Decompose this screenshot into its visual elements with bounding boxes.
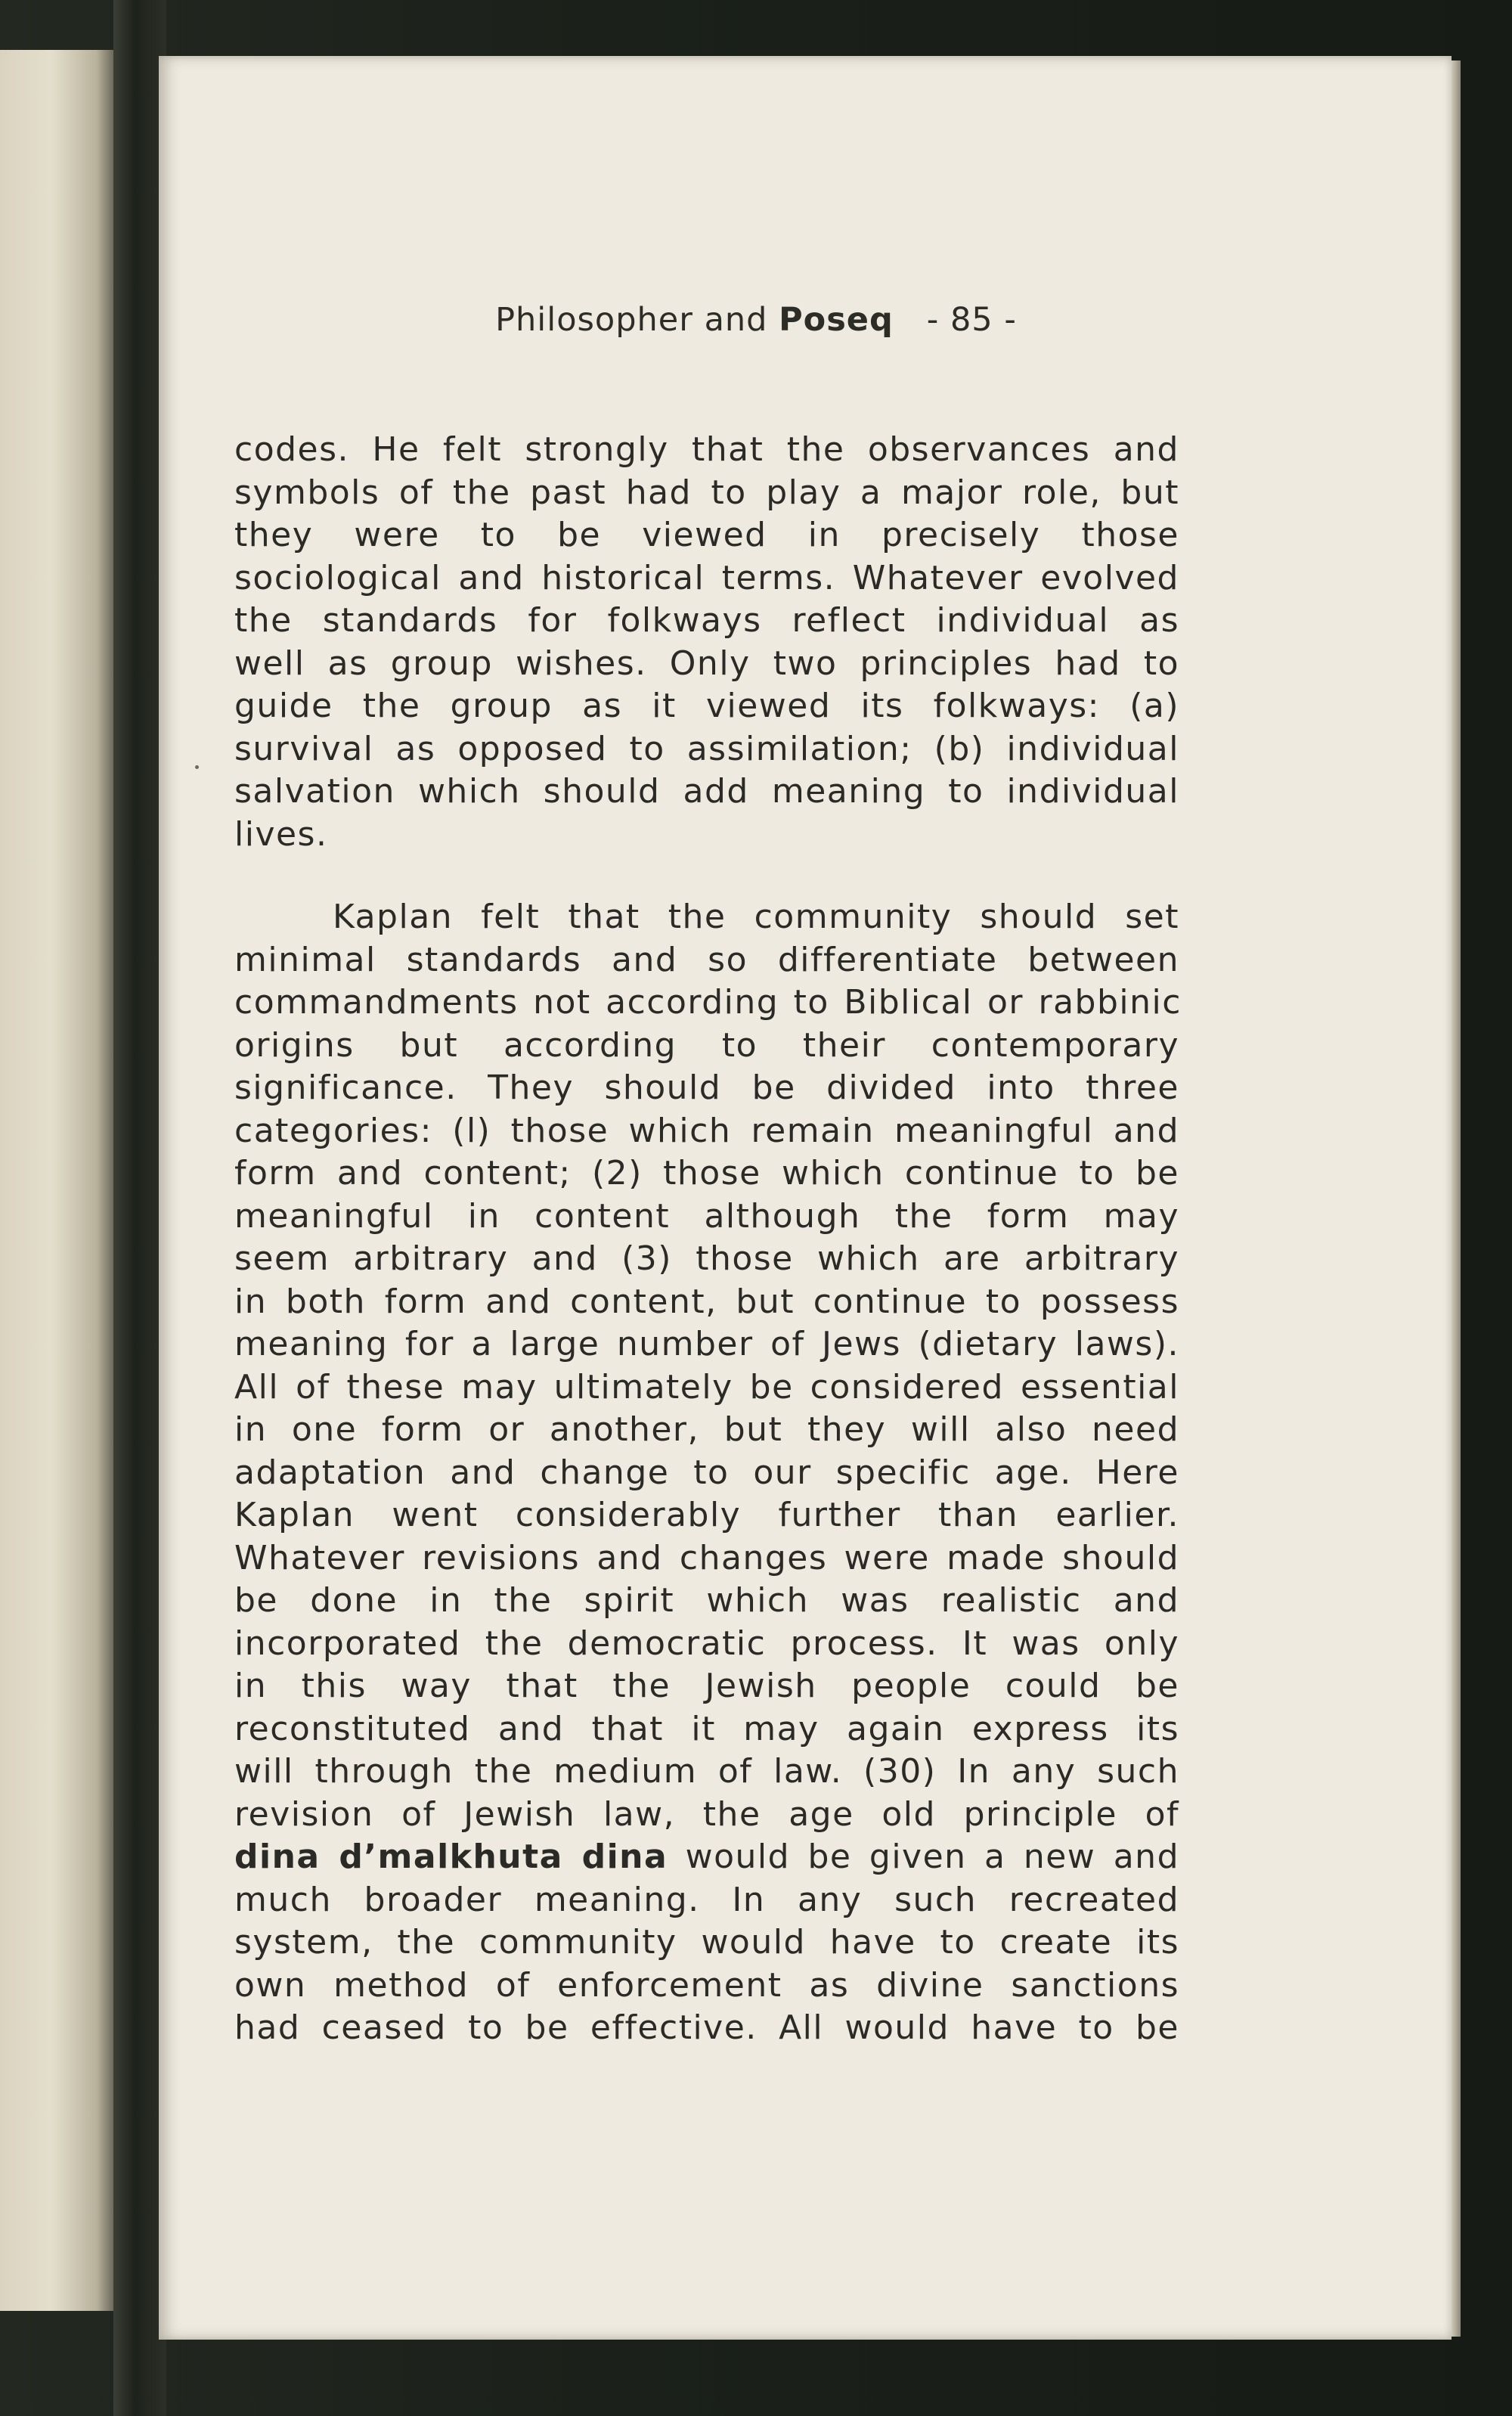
running-header <box>0 301 1512 339</box>
margin-mark <box>195 765 199 769</box>
text-line: in one form or another, but they will also need <box>234 1410 1179 1449</box>
text-line: in this way that the Jewish people could be <box>234 1667 1179 1705</box>
text-line: Whatever revisions and changes were made should <box>234 1538 1179 1577</box>
text-line: origins but according to their contemporary <box>234 1025 1179 1065</box>
text-line: incorporated the democratic process. It was only <box>234 1624 1179 1663</box>
term-dina-dmalkhuta-dina: dina d’malkhuta dina <box>234 1838 668 1876</box>
text-line: will through the medium of law. (30) In any such <box>234 1752 1179 1791</box>
text-line: well as group wishes. Only two principles had to <box>234 644 1179 683</box>
text-line: they were to be viewed in precisely those <box>234 516 1179 554</box>
text-line: the standards for folkways reflect individual as <box>234 601 1179 640</box>
text-line: categories: (l) those which remain meaningful and <box>234 1111 1179 1150</box>
paragraph-1 <box>234 429 1179 856</box>
text-line: lives. <box>234 814 328 854</box>
text-line: form and content; (2) those which continue to be <box>234 1154 1179 1192</box>
page-edge <box>1452 60 1461 2337</box>
text-line: own method of enforcement as divine sanctions <box>234 1965 1179 2005</box>
text-line: had ceased to be effective. All would have to be <box>234 2008 1179 2047</box>
text-line: survival as opposed to assimilation; (b) individual <box>234 729 1179 768</box>
text-line: revision of Jewish law, the age old principle of <box>234 1794 1179 1834</box>
left-page-edge <box>0 50 113 2311</box>
text-line: meaningful in content although the form may <box>234 1196 1179 1236</box>
text-line: salvation which should add meaning to individual <box>234 772 1179 811</box>
page-number: - 85 - <box>926 301 1017 339</box>
text-line: guide the group as it viewed its folkways: (a) <box>234 687 1179 725</box>
text-line: seem arbitrary and (3) those which are arbitrary <box>234 1239 1179 1278</box>
text-line: All of these may ultimately be considered essential <box>234 1367 1179 1406</box>
paragraph-2 <box>234 896 1182 2050</box>
text-line: Kaplan felt that the community should set <box>333 898 1179 936</box>
text-line: adaptation and change to our specific age. Here <box>234 1453 1179 1492</box>
text-line: in both form and content, but continue to possess <box>234 1282 1179 1321</box>
text-line: minimal standards and so differentiate between <box>234 940 1179 979</box>
text-line: be done in the spirit which was realistic and <box>234 1581 1179 1620</box>
text-line: meaning for a large number of Jews (dietary laws). <box>234 1325 1179 1363</box>
text-fragment: would be given a new and <box>668 1838 1179 1876</box>
text-line: sociological and historical terms. Whatever evolved <box>234 558 1179 597</box>
header-title-bold: Poseq <box>779 301 894 339</box>
text-line: Kaplan went considerably further than earlier. <box>234 1496 1179 1534</box>
text-line: commandments not according to Biblical or rabbinic <box>234 983 1182 1022</box>
text-line: much broader meaning. In any such recreated <box>234 1880 1179 1919</box>
text-line: codes. He felt strongly that the observances and <box>234 430 1179 469</box>
text-line: system, the community would have to create its <box>234 1923 1179 1962</box>
text-line: reconstituted and that it may again express its <box>234 1709 1179 1748</box>
text-line-dina <box>234 1836 1179 1879</box>
text-line: significance. They should be divided into three <box>234 1068 1179 1107</box>
text-line: symbols of the past had to play a major role, but <box>234 473 1179 512</box>
header-title: Philosopher and <box>495 301 768 339</box>
